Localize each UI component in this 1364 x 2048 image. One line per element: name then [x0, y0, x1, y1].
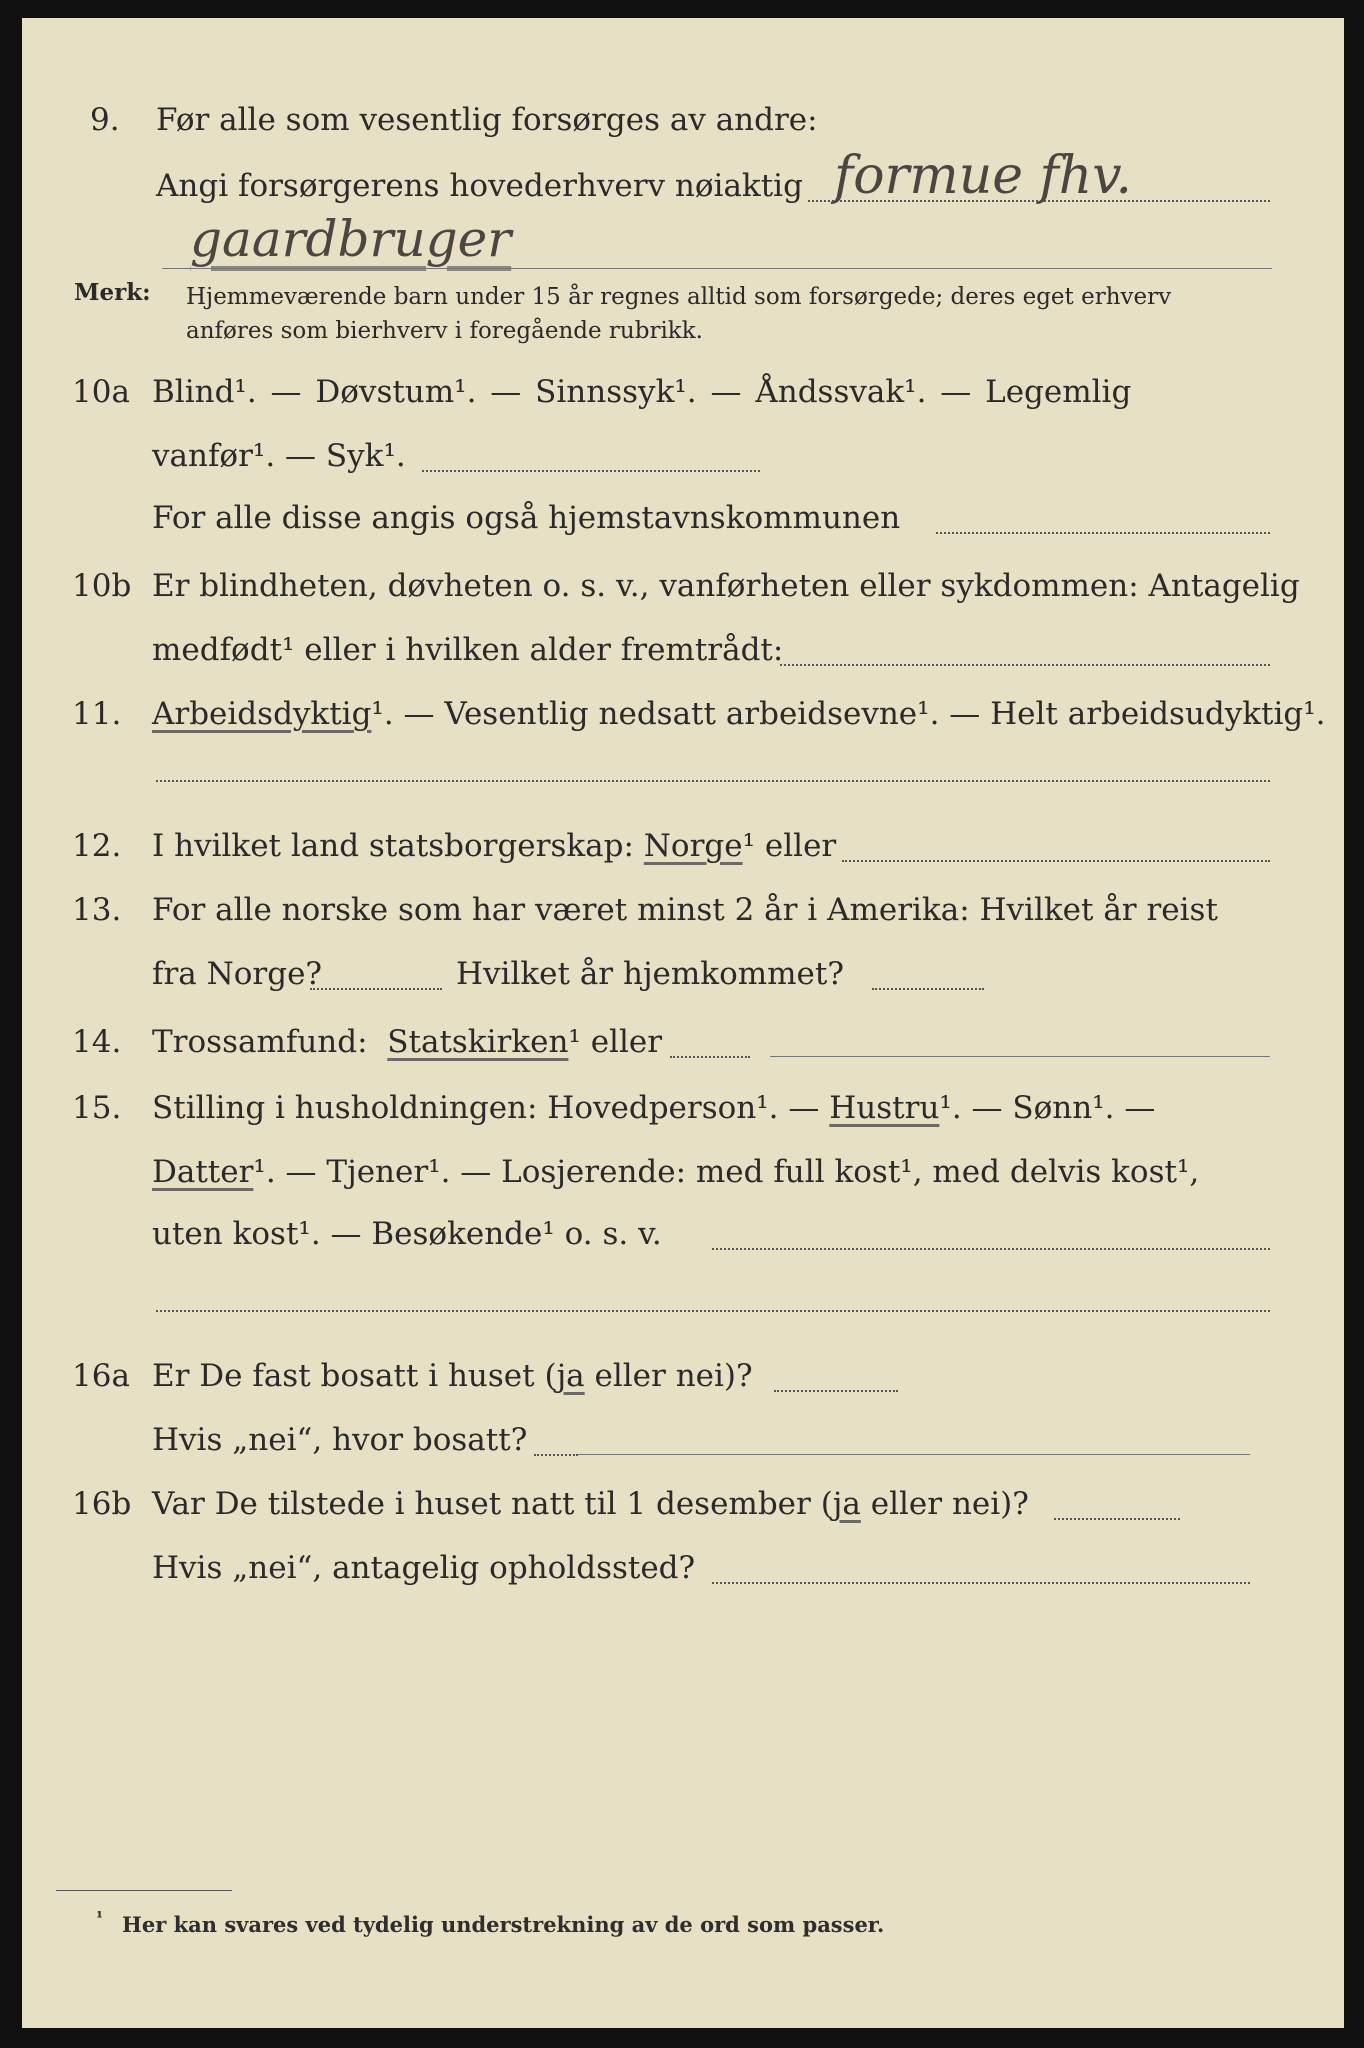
q11-option-arbeidsdyktig: Arbeidsdyktig [152, 696, 372, 732]
q11-number: 11. [72, 696, 122, 732]
q15-number: 15. [72, 1090, 122, 1126]
q16a-line1 [152, 1356, 753, 1396]
q16b-answer-line1 [1054, 1518, 1180, 1520]
q16b-option-ja: ja [832, 1486, 861, 1522]
q12-option-norge: Norge [643, 828, 743, 864]
q10a-number: 10a [72, 374, 130, 410]
q10a-line2: vanfør¹. — Syk¹. [152, 438, 406, 474]
q15-option-datter: Datter [152, 1154, 254, 1190]
q15-answer-line2 [156, 1310, 1270, 1312]
q9-line1: Før alle som vesentlig forsørges av andre: [156, 102, 818, 138]
q9-handwritten-answer1: formue fhv. [834, 146, 1132, 206]
q14-line [152, 1022, 662, 1062]
q13-number: 13. [72, 892, 122, 928]
q16a-option-ja: ja [556, 1358, 585, 1394]
footnote-text: Her kan svares ved tydelig understrekning av de ord som passer. [122, 1912, 885, 1937]
merk-line2: anføres som bierhverv i foregående rubrikk. [186, 318, 703, 344]
q9-answer-line2 [162, 268, 1272, 269]
q10b-number: 10b [72, 568, 132, 604]
q14-number: 14. [72, 1024, 122, 1060]
q15-line3: uten kost¹. — Besøkende¹ o. s. v. [152, 1216, 662, 1252]
q11-line [152, 694, 1326, 734]
q15-option-hustru: Hustru [829, 1090, 940, 1126]
q10a-line1: Blind¹. — Døvstum¹. — Sinnssyk¹. — Åndssvak¹. — Legemlig [152, 374, 1132, 410]
q15-answer-line1 [712, 1248, 1270, 1250]
q9-handwritten-answer2: gaardbruger [190, 210, 512, 268]
q16b-line1a: Var De tilstede i huset natt til 1 desember ( [152, 1486, 833, 1522]
q10a-line3: For alle disse angis også hjemstavnskommunen [152, 500, 901, 536]
q13-line1: For alle norske som har været minst 2 år i Amerika: Hvilket år reist [152, 892, 1218, 928]
q16a-line1c: eller nei)? [584, 1358, 753, 1394]
q13-answer-hjemkommet [872, 988, 984, 990]
q16b-line1c: eller nei)? [860, 1486, 1029, 1522]
q13-answer-reist [310, 988, 442, 990]
q14-suffix: ¹ eller [568, 1024, 663, 1060]
q15-line2b: ¹. — Tjener¹. — Losjerende: med full kost¹, med delvis kost¹, [253, 1154, 1200, 1190]
census-form-page [22, 18, 1344, 2028]
q11-rest: ¹. — Vesentlig nedsatt arbeidsevne¹. — Helt arbeidsudyktig¹. [371, 696, 1326, 732]
q16a-answer-line2-dots [534, 1454, 578, 1456]
q16a-answer-line1 [774, 1390, 898, 1392]
q16a-line1a: Er De fast bosatt i huset ( [152, 1358, 557, 1394]
q12-answer-line [842, 860, 1270, 862]
q12-number: 12. [72, 828, 122, 864]
q10b-line2: medfødt¹ eller i hvilken alder fremtrådt: [152, 632, 784, 668]
q16a-number: 16a [72, 1358, 130, 1394]
q15-line1 [152, 1088, 1155, 1128]
q10a-answer-line1 [422, 470, 760, 472]
q9-line2: Angi forsørgerens hovederhverv nøiaktig [156, 168, 803, 204]
q16b-number: 16b [72, 1486, 132, 1522]
footnote-rule [56, 1890, 232, 1891]
q9-number: 9. [90, 102, 120, 138]
q12-suffix: ¹ eller [742, 828, 837, 864]
q13-line2a: fra Norge? [152, 956, 323, 992]
merk-label: Merk: [74, 279, 151, 306]
q14-answer-line2 [770, 1056, 1270, 1057]
q11-answer-line [156, 780, 1270, 782]
q13-line2b: Hvilket år hjemkommet? [456, 956, 844, 992]
q12-line [152, 826, 836, 866]
footnote-mark: ¹ [96, 1908, 104, 1927]
q15-line2 [152, 1152, 1199, 1192]
q14-prefix: Trossamfund: [152, 1024, 368, 1060]
q16b-answer-line2 [712, 1582, 1250, 1584]
q15-line1c: ¹. — Sønn¹. — [939, 1090, 1156, 1126]
q16a-line2: Hvis „nei“, hvor bosatt? [152, 1422, 528, 1458]
q12-prefix: I hvilket land statsborgerskap: [152, 828, 634, 864]
q14-answer-line1 [670, 1056, 750, 1058]
merk-line1: Hjemmeværende barn under 15 år regnes alltid som forsørgede; deres eget erhverv [186, 284, 1172, 310]
q16a-answer-line2 [578, 1454, 1250, 1455]
q15-line1a: Stilling i husholdningen: Hovedperson¹. — [152, 1090, 820, 1126]
q10a-answer-line2 [936, 532, 1270, 534]
q10b-answer-line [780, 664, 1270, 666]
q16b-line2: Hvis „nei“, antagelig opholdssted? [152, 1550, 696, 1586]
q16b-line1 [152, 1484, 1029, 1524]
q10b-line1: Er blindheten, døvheten o. s. v., vanførheten eller sykdommen: Antagelig [152, 568, 1300, 604]
q14-option-statskirken: Statskirken [387, 1024, 569, 1060]
